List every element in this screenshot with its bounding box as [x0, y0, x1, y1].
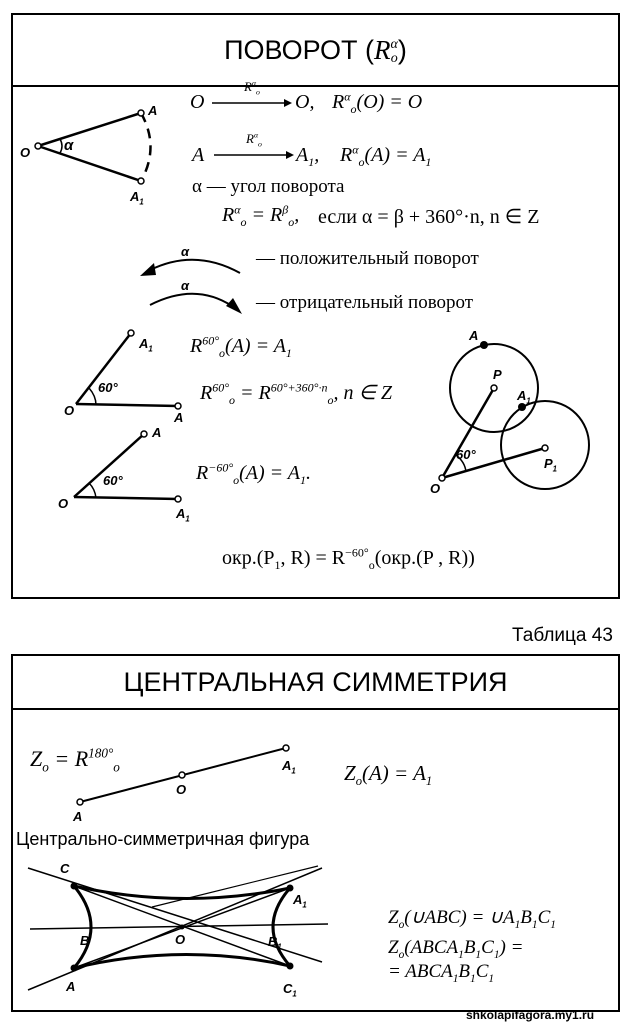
- formula-r-a-eq: $R^\alpha_o(A) = A_1$: [340, 142, 432, 169]
- formula-r60-periodic: $R^{60^\circ}_o = R^{60^\circ+360^\circ\cdot n}_o$, n ∈ Z: [200, 380, 392, 407]
- label-a1-fig: $A_1$: [293, 892, 307, 910]
- label-b1-fig: $B_1$: [268, 934, 282, 952]
- z-definition: $Z_o = R^{180^\circ}_o$: [30, 745, 120, 775]
- label-a1-1: $A_1$: [130, 189, 144, 207]
- label-60-a: 60°: [98, 380, 118, 395]
- label-o-1: O: [20, 145, 31, 160]
- formula-polygon-2: = $ABCA_1B_1C_1$: [388, 961, 495, 985]
- label-a1-60a: $A_1$: [139, 336, 153, 354]
- label-a1-seg: $A_1$: [282, 758, 296, 776]
- formula-circle-rotation: $окр.(P_1$, $R) = R^{-60^\circ}_o(окр.(P$ , R)): [222, 545, 475, 572]
- label-b-fig: B: [80, 933, 90, 948]
- figure-caption: Центрально-симметричная фигура: [16, 829, 310, 849]
- alpha-label-pos: α: [181, 244, 190, 259]
- label-a-60b: A: [152, 425, 162, 440]
- formula-r60-a: $R^{60^\circ}_o(A) = A_1$: [190, 333, 292, 360]
- formula-r-o-eq: $R^\alpha_o(O) = O$: [332, 89, 423, 116]
- label-p1-circle: $P_1$: [544, 456, 558, 474]
- label-o-60a: O: [64, 403, 75, 418]
- rotation-title: ПОВОРОТ (R α o ): [13, 15, 618, 87]
- angle-definition: α — угол поворота: [192, 176, 345, 197]
- label-60-b: 60°: [103, 473, 123, 488]
- formula-o-to-o-right: O,: [295, 91, 315, 113]
- label-c-fig: C: [60, 861, 70, 876]
- label-a-60a: A: [174, 410, 184, 425]
- label-60-circle: 60°: [456, 447, 476, 462]
- watermark: shkolapifagora.my1.ru: [466, 1008, 595, 1022]
- formula-r-neg60: $R^{-60^\circ}_o(A) = A_1$.: [196, 460, 312, 487]
- label-alpha-1: α: [64, 137, 74, 154]
- negative-rotation-label: — отрицательный поворот: [256, 292, 474, 313]
- label-o-circle: O: [430, 481, 441, 496]
- label-a-circle: A: [469, 328, 479, 343]
- label-a-fig: A: [66, 979, 76, 994]
- label-a-1: A: [148, 103, 158, 118]
- table-caption: Таблица 43: [512, 625, 613, 646]
- arrow-label-2: $R^\alpha_o$: [246, 130, 262, 149]
- formula-o-to-o: O: [190, 91, 205, 113]
- label-a-seg: A: [73, 809, 83, 824]
- formula-a-to-a1: A: [192, 144, 205, 166]
- label-o-60b: O: [58, 496, 69, 511]
- arrow-label-1: $R^\alpha_o$: [244, 78, 260, 97]
- formula-arc: $Z_o(\cup ABC)$ = $\cup A_1B_1C_1$: [388, 907, 556, 931]
- label-a1-60b: $A_1$: [176, 506, 190, 524]
- symmetry-title: ЦЕНТРАЛЬНАЯ СИММЕТРИЯ: [13, 656, 618, 710]
- label-o-fig: O: [175, 932, 186, 947]
- equivalence-formula: $R^\alpha_o = R^\beta_o$,: [222, 202, 300, 229]
- equivalence-condition: если α = β + 360°·n, n ∈ Z: [318, 206, 540, 228]
- formula-polygon: $Z_o(ABCA_1B_1C_1)$ =: [388, 937, 524, 961]
- label-a1-circle: $A_1$: [517, 388, 531, 406]
- positive-rotation-label: — положительный поворот: [256, 248, 479, 269]
- alpha-label-neg: α: [181, 278, 190, 293]
- label-c1-fig: $C_1$: [283, 981, 297, 999]
- formula-a1-right: $A_1$,: [296, 144, 320, 169]
- label-o-seg: O: [176, 782, 187, 797]
- label-p-circle: P: [493, 367, 502, 382]
- z-of-a: $Z_o(A) = A_1$: [344, 761, 433, 789]
